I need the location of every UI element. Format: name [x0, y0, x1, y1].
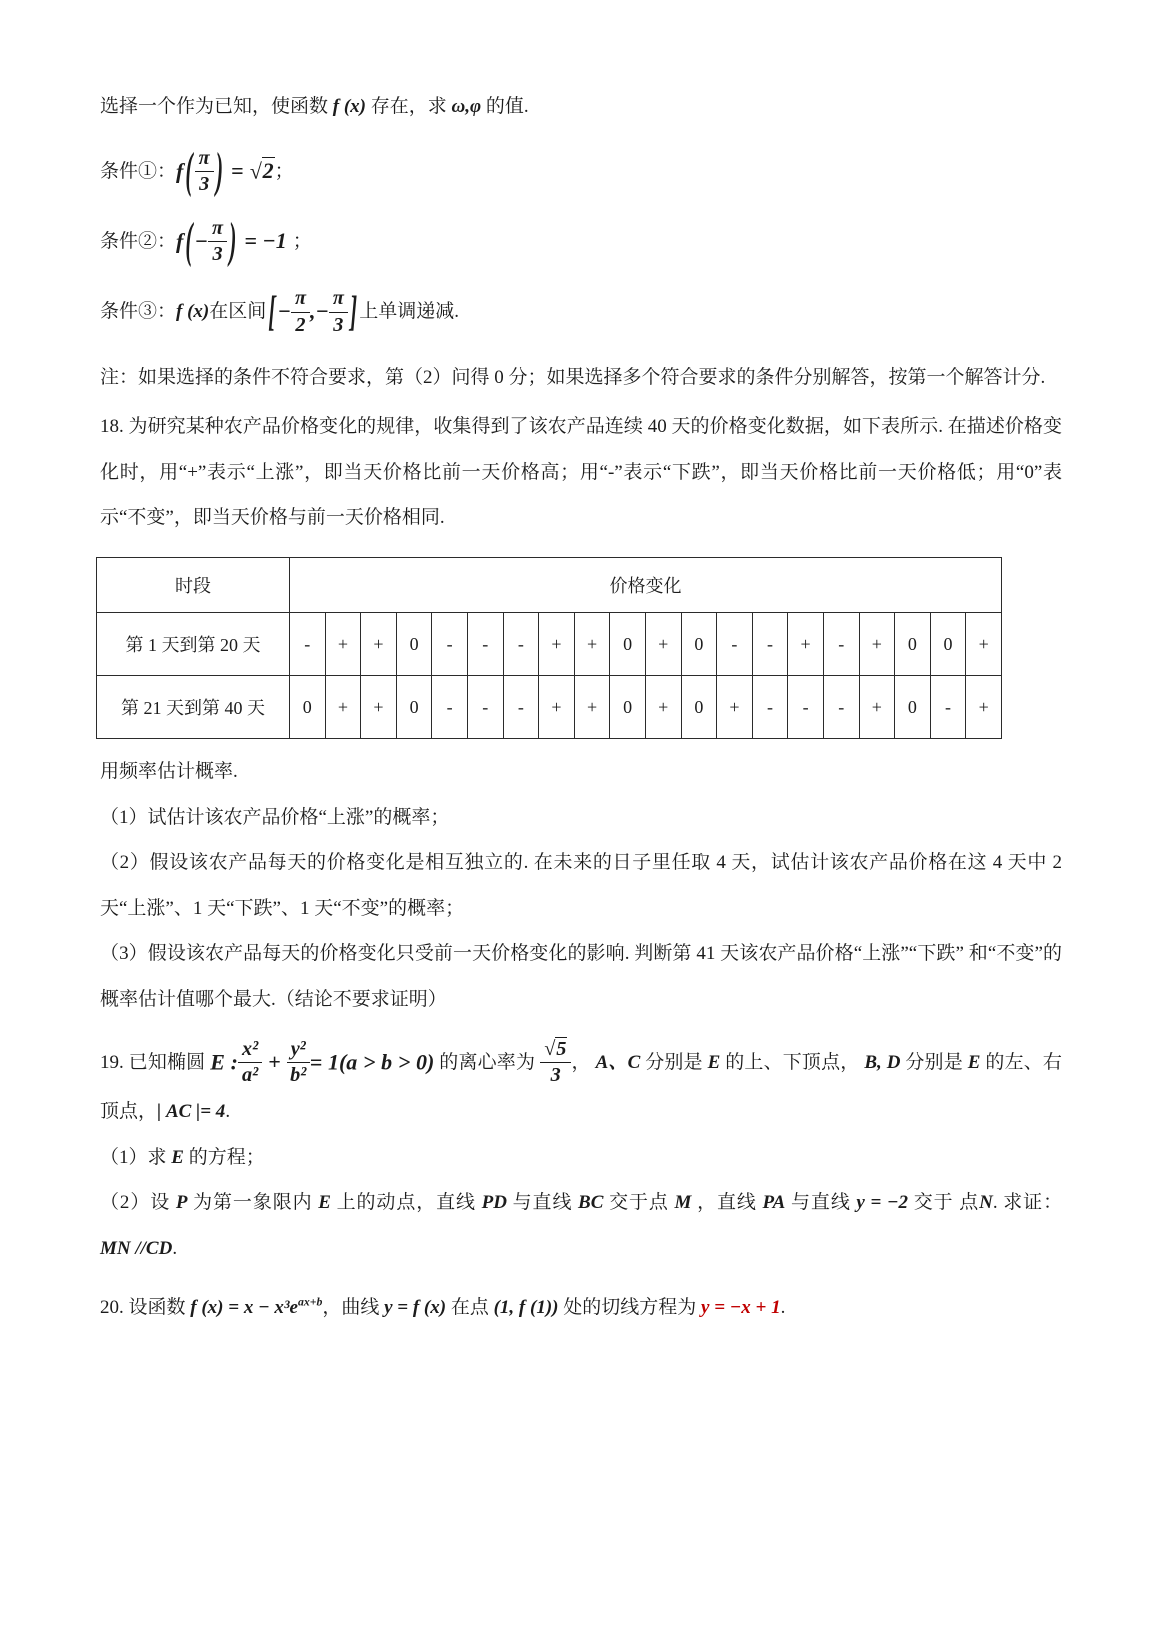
left-paren: (: [185, 211, 193, 268]
math-N: N: [979, 1192, 993, 1214]
intro-paragraph: [100, 84, 1062, 130]
header-period: 时段: [97, 558, 290, 613]
price-change-cell: +: [325, 613, 361, 676]
condition-1-formula: [176, 141, 275, 198]
math-fx: f (x): [176, 301, 210, 323]
right-paren: ): [215, 141, 224, 198]
math-E: E: [967, 1051, 981, 1073]
price-change-cell: +: [966, 676, 1002, 739]
p20-text-1: ，曲线: [322, 1297, 380, 1319]
text-seg-3: 分别是: [905, 1051, 963, 1073]
math-point-1-f1: (1, f (1)): [493, 1297, 559, 1319]
q2-text-6: ，直线: [697, 1192, 757, 1214]
price-change-cell: -: [467, 613, 503, 676]
intro-text-1: 选择一个作为已知，使函数: [100, 96, 329, 117]
comma: ,: [309, 298, 316, 324]
tangent-line-equation: y = −x + 1: [701, 1297, 781, 1319]
price-change-cell: 0: [396, 613, 432, 676]
q2-text-1: （2）设: [100, 1192, 171, 1214]
problem-20-lead: 20. 设函数: [100, 1297, 186, 1319]
condition-2-semicolon: ；: [292, 230, 312, 252]
p20-text-2: 在点: [450, 1297, 489, 1319]
price-change-table: [96, 557, 1002, 739]
text-seg-5: 左、右顶点，: [100, 1051, 1062, 1122]
fraction-denominator: 3: [199, 173, 210, 196]
price-change-cell: -: [823, 613, 859, 676]
equals-sign: =: [231, 158, 244, 184]
condition-1-label: 条件①：: [100, 160, 177, 182]
table-row-days-21-40: [97, 676, 1002, 739]
math-E: E: [318, 1192, 331, 1214]
math-y-equals-minus-2: y = −2: [856, 1192, 909, 1214]
fraction-pi-over-3: [195, 147, 214, 197]
fraction-x2-a2: [238, 1038, 262, 1088]
price-change-cell: +: [645, 676, 681, 739]
price-change-cell: -: [290, 613, 326, 676]
equals-minus-1: = −1: [244, 228, 287, 254]
price-change-cell: 0: [681, 676, 717, 739]
price-change-cell: -: [788, 676, 824, 739]
problem-18-q2: （2）假设该农产品每天的价格变化是相互独立的. 在未来的日子里任取 4 天，试估计该农产品价格在这 4 天中 2 天“上涨”、1 天“下跌”、1 天“不变”的概率；: [100, 852, 1062, 919]
math-MN-parallel-CD: MN //CD: [100, 1237, 173, 1259]
price-change-cell: 0: [895, 676, 931, 739]
math-A-C: A、C: [595, 1051, 641, 1073]
text-seg-2: 的上、下顶点，: [725, 1051, 860, 1073]
plus-sign: +: [268, 1049, 281, 1075]
price-change-cell: +: [574, 613, 610, 676]
p20-text-3: 处的切线方程为: [563, 1297, 697, 1319]
price-change-cell: -: [752, 613, 788, 676]
right-bracket: ]: [349, 286, 358, 335]
fraction-numerator: π: [329, 287, 348, 312]
math-PA: PA: [762, 1192, 786, 1214]
fraction-y2-b2: [287, 1038, 310, 1088]
condition-1-semicolon: ；: [274, 160, 294, 182]
period: .: [225, 1100, 231, 1122]
q1-text-1: （1）求: [100, 1146, 167, 1168]
price-change-cell: 0: [895, 613, 931, 676]
table-row-days-1-20: [97, 613, 1002, 676]
fraction-numerator: x²: [238, 1038, 262, 1063]
fraction-numerator: [540, 1038, 571, 1063]
math-P: P: [175, 1192, 188, 1214]
radical-sign: √: [544, 1037, 556, 1060]
price-change-cell: +: [859, 613, 895, 676]
price-change-cell: -: [823, 676, 859, 739]
condition-1: [100, 141, 1062, 198]
comma: ，: [571, 1051, 591, 1073]
math-M: M: [674, 1192, 692, 1214]
price-change-cell: +: [788, 613, 824, 676]
equation-tail: = 1(a > b > 0): [309, 1049, 435, 1075]
condition-3: [100, 284, 1062, 338]
price-change-cell: -: [432, 613, 468, 676]
price-change-cell: 0: [610, 676, 646, 739]
problem-19-q1: [100, 1135, 1062, 1181]
price-change-cell: -: [467, 676, 503, 739]
math-B-D: B, D: [864, 1051, 901, 1073]
math-PD: PD: [481, 1192, 507, 1214]
minus-sign: −: [277, 298, 291, 324]
q2-text-8: 交于: [913, 1192, 954, 1214]
q2-text-2: 为第一象限内: [193, 1192, 313, 1214]
fraction-pi-over-2: [291, 287, 310, 337]
price-change-cell: -: [752, 676, 788, 739]
math-y-equals-fx: y = f (x): [384, 1297, 447, 1319]
price-change-cell: +: [574, 676, 610, 739]
function-exponent: ax+b: [297, 1295, 323, 1309]
radical-sign: √: [249, 158, 262, 184]
interval-formula: [266, 286, 359, 336]
price-change-cell: 0: [610, 613, 646, 676]
text-seg-4: 的: [985, 1051, 1005, 1073]
left-bracket: [: [268, 286, 276, 335]
price-change-cell: -: [717, 613, 753, 676]
price-change-cell: +: [325, 676, 361, 739]
radicand: 2: [262, 158, 274, 184]
fraction-numerator: π: [195, 147, 214, 172]
fraction-denominator: 3: [333, 313, 344, 336]
row-label-days-21-40: 第 21 天到第 40 天: [97, 676, 290, 739]
price-change-cell: -: [503, 676, 539, 739]
price-change-cell: 0: [290, 676, 326, 739]
problem-18-q3: （3）假设该农产品每天的价格变化只受前一天价格变化的影响. 判断第 41 天该农产品价格“上涨”“下跌” 和“不变”的概率估计值哪个最大.（结论不要求证明）: [100, 943, 1062, 1010]
fraction-denominator: 2: [295, 313, 306, 336]
row-label-days-1-20: 第 1 天到第 20 天: [97, 613, 290, 676]
sqrt-2: [250, 157, 275, 183]
condition-3-text: 在区间: [209, 301, 267, 323]
fraction-sqrt5-over-3: [540, 1038, 571, 1088]
fraction-pi-over-3: [329, 287, 348, 337]
price-change-cell: 0: [396, 676, 432, 739]
fraction-denominator: a²: [241, 1064, 259, 1087]
q2-text-10: . 求证：: [992, 1192, 1063, 1214]
fraction-numerator: y²: [287, 1038, 310, 1063]
problem-18-text: 18. 为研究某种农产品价格变化的规律，收集得到了该农产品连续 40 天的价格变化数据，如下表所示. 在描述价格变化时，用“+”表示“上涨”，即当天价格比前一天价格高；用“-”表示“下跌”，即当天价格比前一天价格低；用“0”表示“不变”，即当天价格与前一天价格相同.: [100, 416, 1062, 529]
fraction-denominator: 3: [550, 1064, 561, 1087]
math-BC: BC: [578, 1192, 604, 1214]
q2-text-3: 上的动点，直线: [336, 1192, 476, 1214]
function-base: f (x) = x − x³e: [190, 1297, 298, 1319]
math-f: f: [176, 228, 184, 254]
price-change-cell: +: [539, 613, 575, 676]
problem-18-q1: （1）试估计该农产品价格“上涨”的概率；: [100, 806, 450, 828]
math-function-definition: [190, 1297, 322, 1318]
eccentricity-value: [540, 1037, 571, 1087]
price-change-cell: +: [361, 676, 397, 739]
eccentricity-text: 的离心率为: [439, 1051, 536, 1073]
math-f: f: [176, 158, 184, 184]
problem-19-q2: [100, 1180, 1062, 1271]
right-paren: ): [229, 211, 237, 268]
price-change-cell: -: [930, 676, 966, 739]
radicand: 5: [556, 1037, 567, 1060]
price-change-cell: -: [432, 676, 468, 739]
math-AC-equals-4: | AC |= 4: [157, 1100, 226, 1122]
price-change-cell: 0: [930, 613, 966, 676]
problem-19-text: [100, 1035, 1062, 1135]
problem-19-lead: 19. 已知椭圆: [100, 1051, 206, 1073]
period: .: [172, 1237, 178, 1259]
fraction-numerator: π: [291, 287, 310, 312]
price-change-cell: 0: [681, 613, 717, 676]
condition-3-label: 条件③：: [100, 301, 177, 323]
problem-20-text: [100, 1285, 1062, 1331]
q1-text-2: 的方程；: [188, 1146, 265, 1168]
minus-sign: −: [194, 228, 209, 254]
math-E: E: [707, 1051, 721, 1073]
price-change-cell: +: [966, 613, 1002, 676]
q2-text-4: 与直线: [512, 1192, 573, 1214]
condition-3-tail: 上单调递减.: [359, 301, 459, 323]
q2-text-7: 与直线: [791, 1192, 851, 1214]
math-fx: f (x): [332, 96, 366, 117]
header-price-change: 价格变化: [290, 558, 1002, 613]
table-header-row: [97, 558, 1002, 613]
scoring-note: 注：如果选择的条件不符合要求，第（2）问得 0 分；如果选择多个符合要求的条件分别解答，按第一个解答计分.: [100, 366, 1046, 388]
q2-text-9: 点: [959, 1192, 980, 1214]
q2-text-5: 交于点: [609, 1192, 669, 1214]
math-E: E: [171, 1146, 184, 1168]
price-change-cell: +: [539, 676, 575, 739]
condition-2-formula: [176, 211, 293, 268]
fraction-numerator: π: [208, 217, 227, 242]
fraction-denominator: 3: [212, 243, 223, 266]
math-omega-phi: ω,φ: [451, 96, 482, 117]
price-change-cell: -: [503, 613, 539, 676]
price-change-cell: +: [859, 676, 895, 739]
condition-2: [100, 211, 1062, 268]
intro-text-2: 存在，求: [370, 96, 447, 117]
price-change-cell: +: [361, 613, 397, 676]
left-paren: (: [185, 141, 193, 198]
math-E-colon: E :: [210, 1049, 238, 1075]
price-change-cell: +: [717, 676, 753, 739]
condition-2-label: 条件②：: [100, 230, 177, 252]
ellipse-equation: [210, 1037, 435, 1087]
frequency-note: 用频率估计概率.: [100, 761, 238, 782]
fraction-denominator: b²: [290, 1064, 307, 1087]
text-seg-1: 分别是: [645, 1051, 703, 1073]
period: .: [780, 1297, 786, 1319]
minus-sign: −: [315, 298, 329, 324]
intro-text-3: 的值.: [485, 96, 529, 117]
price-change-cell: +: [645, 613, 681, 676]
